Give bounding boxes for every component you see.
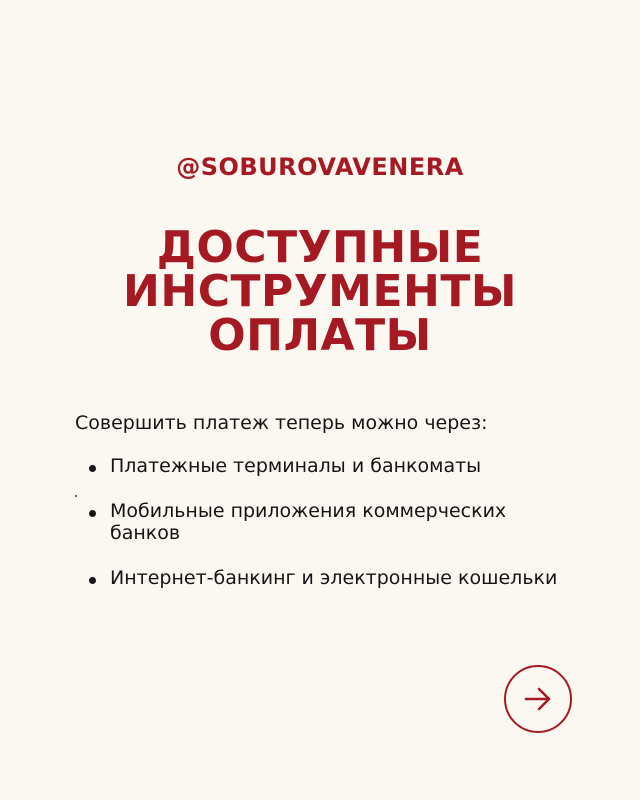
bullet-dot [89,577,96,584]
bullet-dot [89,510,96,517]
title-line: ИНСТРУМЕНТЫ [123,266,517,317]
next-button[interactable] [504,665,572,733]
bullet-text: Платежные терминалы и банкоматы [110,455,482,477]
title-line: ОПЛАТЫ [208,310,432,361]
stray-dot [75,495,77,497]
bullet-dot [89,465,96,472]
intro-text: Совершить платеж теперь можно через: [75,412,488,434]
slide-title [0,222,640,361]
arrow-right-icon [521,682,555,716]
bullet-text: Интернет-банкинг и электронные кошельки [110,567,558,589]
bullet-text: Мобильные приложения коммерческих банков [110,500,507,544]
title-line: ДОСТУПНЫЕ [156,222,484,273]
account-handle: @SOBUROVAVENERA [176,153,464,181]
